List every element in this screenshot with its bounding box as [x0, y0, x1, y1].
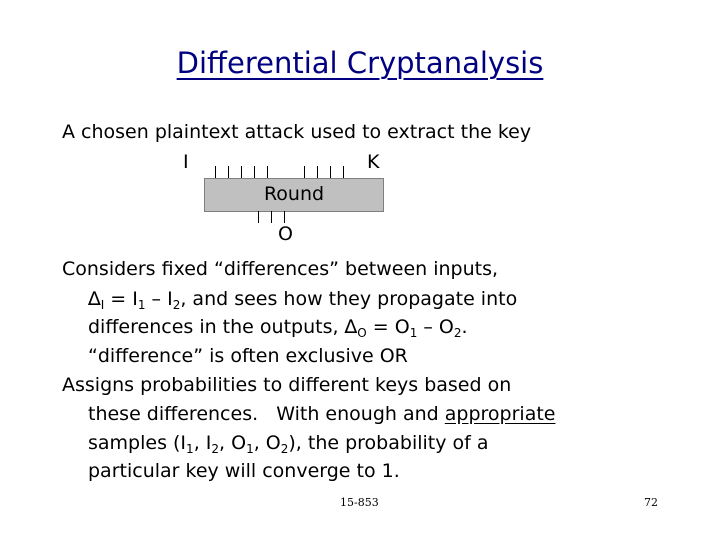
intro-text: A chosen plaintext attack used to extract the key	[62, 121, 532, 143]
output-label: O	[278, 223, 293, 245]
input-wire	[215, 166, 216, 178]
output-wire	[258, 211, 259, 223]
round-box	[204, 178, 384, 212]
input-wire	[228, 166, 229, 178]
body-line-2: $\Delta_I = I_1 - I_2$, and sees how they propagate into	[88, 288, 518, 312]
input-wire	[267, 166, 268, 178]
delta-symbol: ∆	[344, 316, 358, 338]
key-wire	[330, 166, 331, 178]
footer-course: 15-853	[340, 496, 379, 509]
body-line-5: Assigns probabilities to different keys based on	[62, 374, 512, 396]
round-label: Round	[263, 183, 325, 205]
input-wire	[254, 166, 255, 178]
body-line-1: Considers fixed “differences” between inputs,	[62, 258, 499, 280]
input-wire	[241, 166, 242, 178]
output-wire	[284, 211, 285, 223]
key-label: K	[367, 151, 380, 173]
delta-symbol: ∆	[88, 288, 101, 310]
page-number: 72	[644, 496, 658, 509]
body-line-6: these differences. With enough and appropriate	[88, 403, 556, 425]
body-line-4: “difference” is often exclusive OR	[88, 345, 408, 367]
output-wire	[271, 211, 272, 223]
key-wire	[304, 166, 305, 178]
input-label: I	[183, 151, 189, 173]
body-line-7: samples ($I_1$, $I_2$, $O_1$, $O_2$), the probability of a	[88, 432, 489, 456]
body-line-3: differences in the outputs, $\Delta_O = O_1 - O_2$.	[88, 316, 468, 340]
key-wire	[317, 166, 318, 178]
key-wire	[343, 166, 344, 178]
slide-title: Differential Cryptanalysis	[176, 46, 544, 80]
underlined-word: appropriate	[444, 403, 556, 425]
body-line-8: particular key will converge to 1.	[88, 460, 400, 482]
